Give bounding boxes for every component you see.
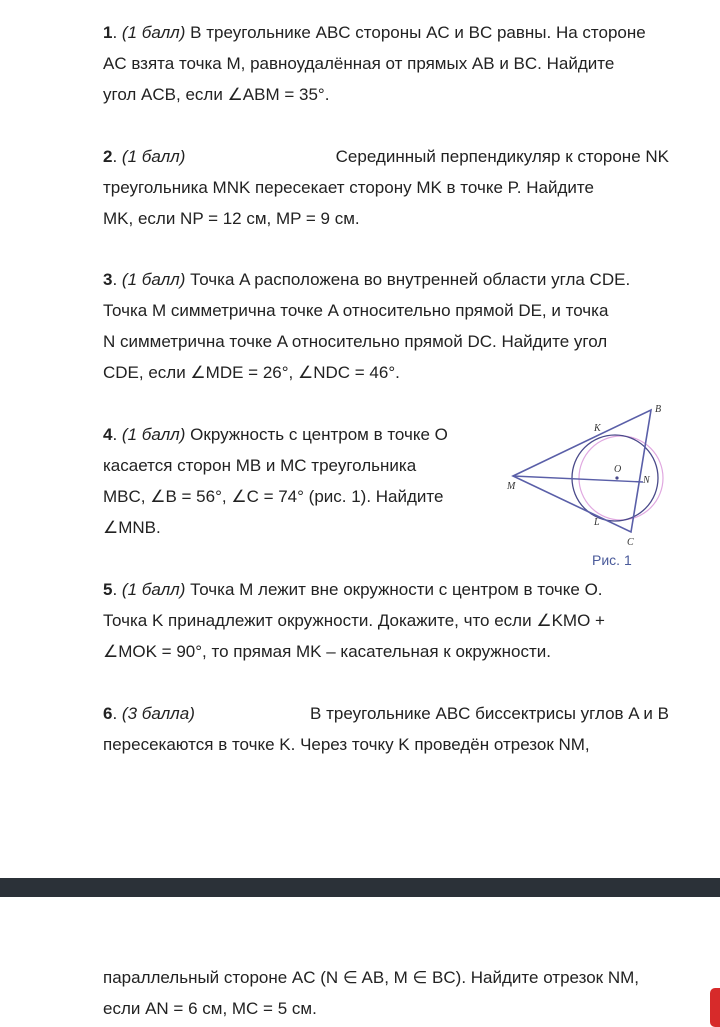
problem-2-line-1: 2. (1 балл) Серединный перпендикуляр к стороне NK	[103, 141, 669, 172]
problem-text: В треугольнике ABC биссектрисы углов A и B	[310, 704, 669, 723]
problem-3	[103, 264, 630, 388]
label-n: N	[643, 475, 650, 486]
problem-text: В треугольнике ABC стороны AC и BC равны. На стороне	[190, 23, 646, 42]
problem-2	[103, 141, 669, 234]
problem-3-line-2: Точка M симметрична точке A относительно прямой DE, и точка	[103, 301, 609, 320]
problem-text: Серединный перпендикуляр к стороне NK	[335, 147, 669, 166]
problem-5-line-3: ∠MOK = 90°, то прямая MK – касательная к окружности.	[103, 642, 552, 661]
problem-5-line-1: 5. (1 балл) Точка M лежит вне окружности с центром в точке O.	[103, 580, 603, 599]
problem-text: Точка M лежит вне окружности с центром в точке O.	[190, 580, 603, 599]
problem-points: (1 балл)	[121, 270, 186, 289]
problem-1-line-2: AC взята точка M, равноудалённая от прямых AB и BC. Найдите	[103, 54, 615, 73]
problem-text: Окружность с центром в точке O	[190, 425, 448, 444]
figure-caption: Рис. 1	[592, 552, 632, 568]
triangle-mbc	[513, 410, 651, 532]
problem-5-line-2: Точка K принадлежит окружности. Докажите, что если ∠KMO +	[103, 611, 605, 630]
problem-3-line-4: CDE, если ∠MDE = 26°, ∠NDC = 46°.	[103, 363, 400, 382]
problem-points: (3 балла)	[121, 704, 195, 723]
page-separator-band	[0, 878, 720, 897]
problem-points: (1 балл)	[121, 23, 186, 42]
problem-number: 5	[103, 580, 113, 599]
problem-points: (1 балл)	[121, 147, 186, 166]
problem-4-line-1: 4. (1 балл) Окружность с центром в точке O	[103, 425, 448, 444]
outer-circle	[579, 436, 663, 520]
problem-1	[103, 17, 646, 110]
scroll-handle[interactable]	[710, 988, 720, 1027]
problem-2-line-2: треугольника MNK пересекает сторону MK в точке P. Найдите	[103, 178, 594, 197]
problem-number: 6	[103, 704, 113, 723]
label-k: K	[594, 423, 601, 434]
label-b: B	[655, 404, 662, 415]
problem-3-line-3: N симметрична точке A относительно прямой DC. Найдите угол	[103, 332, 608, 351]
problem-4-line-3: MBC, ∠B = 56°, ∠C = 74° (рис. 1). Найдите	[103, 487, 444, 506]
problem-number: 1	[103, 23, 113, 42]
problem-1-line-3: угол ACB, если ∠ABM = 35°.	[103, 85, 330, 104]
problem-points: (1 балл)	[121, 425, 186, 444]
problem-6-line-1: 6. (3 балла) В треугольнике ABC биссектрисы углов A и B	[103, 698, 669, 729]
figure-1-diagram	[503, 398, 673, 550]
problem-6-continuation	[103, 962, 639, 1024]
problem-4-line-2: касается сторон MB и MC треугольника	[103, 456, 417, 475]
problem-4	[103, 419, 448, 543]
problem-number: 3	[103, 270, 113, 289]
label-c: C	[627, 537, 634, 548]
problem-3-line-1: 3. (1 балл) Точка A расположена во внутренней области угла CDE.	[103, 270, 631, 289]
continuation-line-2: если AN = 6 см, MC = 5 см.	[103, 999, 317, 1018]
segment-mn	[513, 476, 643, 482]
label-m: M	[507, 481, 516, 492]
problem-number: 2	[103, 147, 113, 166]
problem-6-line-2: пересекаются в точке K. Через точку K проведён отрезок NM,	[103, 735, 590, 754]
problem-6	[103, 698, 669, 760]
problem-5	[103, 574, 605, 667]
problem-text: Точка A расположена во внутренней области угла CDE.	[190, 270, 631, 289]
problem-2-line-3: MK, если NP = 12 см, MP = 9 см.	[103, 209, 360, 228]
problem-points: (1 балл)	[121, 580, 186, 599]
center-point-o	[615, 476, 618, 479]
problem-4-line-4: ∠MNB.	[103, 518, 161, 537]
label-l: L	[594, 517, 600, 528]
continuation-line-1: параллельный стороне AC (N ∈ AB, M ∈ BC). Найдите отрезок NM,	[103, 968, 639, 987]
problem-1-line-1: 1. (1 балл) В треугольнике ABC стороны AC и BC равны. На стороне	[103, 23, 646, 42]
label-o: O	[614, 464, 622, 475]
problem-number: 4	[103, 425, 113, 444]
